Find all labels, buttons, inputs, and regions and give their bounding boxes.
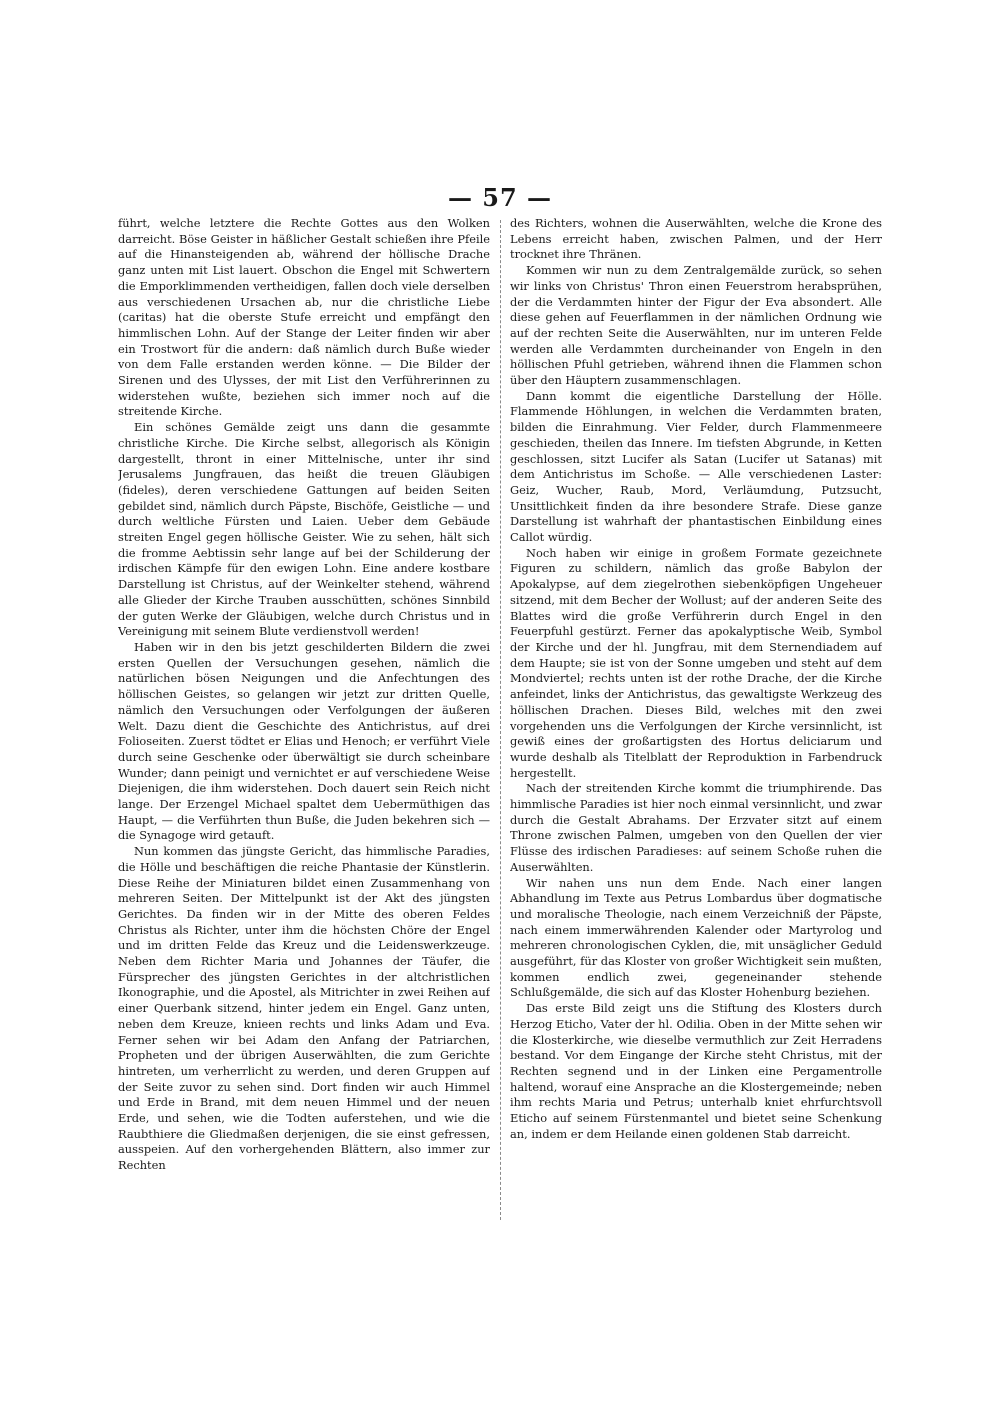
paragraph: Dann kommt die eigentliche Darstellung der Hölle. Flammende Höhlungen, in welchen die Verdammten braten, bilden die Einrahmung. Vier Felder, durch Flammenmeere geschieden, theilen das Innere. Im tiefsten Abgrunde, in Ketten geschlossen, sitzt Lucifer als Satan (Lucifer ut Satanas) mit dem Antichristus im Schoße. — Alle verschiedenen Laster: Geiz, Wucher, Raub, Mord, Verläumdung, Putzsucht, Unsittlichkeit finden da ihre besondere Strafe. Diese ganze Darstellung ist wahrhaft der phantastischen Einbildung eines Callot würdig. [510,388,882,545]
paragraph: Haben wir in den bis jetzt geschilderten Bildern die zwei ersten Quellen der Versuchungen gesehen, nämlich die natürlichen bösen Neigungen und die Anfechtungen des höllischen Geistes, so gelangen wir jetzt zur dritten Quelle, nämlich den Versuchungen oder Verfolgungen der äußeren Welt. Dazu dient die Geschichte des Antichristus, auf drei Folioseiten. Zuerst tödtet er Elias und Henoch; er verführt Viele durch seine Geschenke oder überwältigt sie durch scheinbare Wunder; dann peinigt und vernichtet er auf verschiedene Weise Diejenigen, die ihm widerstehen. Doch dauert sein Reich nicht lange. Der Erzengel Michael spaltet dem Uebermüthigen das Haupt, — die Verführten thun Buße, die Juden bekehren sich — die Synagoge wird getauft. [118,639,490,843]
column-divider [500,220,501,1220]
paragraph: Noch haben wir einige in großem Formate gezeichnete Figuren zu schildern, nämlich das große Babylon der Apokalypse, auf dem ziegelrothen siebenköpfigen Ungeheuer sitzend, mit dem Becher der Wollust; auf der anderen Seite des Blattes wird die große Verführerin durch Engel in den Feuerpfuhl gestürzt. Ferner das apokalyptische Weib, Symbol der Kirche und der hl. Jungfrau, mit dem Sternendiadem auf dem Haupte; sie ist von der Sonne umgeben und steht auf dem Mondviertel; rechts unten ist der rothe Drache, der die Kirche anfeindet, links der Antichristus, das gewaltigste Werkzeug des höllischen Drachen. Dieses Bild, welches mit den zwei vorgehenden uns die Verfolgungen der Kirche versinnlicht, ist gewiß eines der großartigsten des Hortus deliciarum und wurde deshalb als Titelblatt der Reproduktion in Farbendruck hergestellt. [510,545,882,780]
paragraph: des Richters, wohnen die Auserwählten, welche die Krone des Lebens erreicht haben, zwischen Palmen, und der Herr trocknet ihre Thränen. [510,216,882,262]
paragraph: Nach der streitenden Kirche kommt die triumphirende. Das himmlische Paradies ist hier noch einmal versinnlicht, und zwar durch die Gestalt Abrahams. Der Erzvater sitzt auf einem Throne zwischen Palmen, umgeben von den Quellen der vier Flüsse des irdischen Paradieses: auf seinem Schoße ruhen die Auserwählten. [510,781,882,874]
page-number: — 57 — [447,183,553,212]
paragraph: Nun kommen das jüngste Gericht, das himmlische Paradies, die Hölle und beschäftigen die reiche Phantasie der Künstlerin. Diese Reihe der Miniaturen bildet einen Zusammenhang von mehreren Seiten. Der Mittelpunkt ist der Akt des jüngsten Gerichtes. Da finden wir in der Mitte des oberen Feldes Christus als Richter, unter ihm die höchsten Chöre der Engel und im dritten Felde das Kreuz und die Leidenswerkzeuge. Neben dem Richter Maria und Johannes der Täufer, die Fürsprecher des jüngsten Gerichtes in der altchristlichen Ikonographie, und die Apostel, als Mitrichter in zwei Reihen auf einer Querbank sitzend, hinter jedem ein Engel. Ganz unten, neben dem Kreuze, knieen rechts und links Adam und Eva. Ferner sehen wir bei Adam den Anfang der Patriarchen, Propheten und der übrigen Auserwählten, die zum Gerichte hintreten, um verherrlicht zu werden, und deren Gruppen auf der Seite zuvor zu sehen sind. Dort finden wir auch Himmel und Erde in Brand, mit dem neuen Himmel und der neuen Erde, und sehen, wie die Todten auferstehen, und wie die Raubthiere die Gliedmaßen derjenigen, die sie einst gefressen, ausspeien. Auf den vorhergehenden Blättern, also immer zur Rechten [118,844,490,1173]
paragraph: Wir nahen uns nun dem Ende. Nach einer langen Abhandlung im Texte aus Petrus Lombardus über dogmatische und moralische Theologie, nach einem Verzeichniß der Päpste, nach einem immerwährenden Kalender oder Martyrolog und mehreren chronologischen Cyklen, die, mit unsäglicher Geduld ausgeführt, für das Kloster von großer Wichtigkeit sein mußten, kommen endlich zwei, gegeneinander stehende Schlußgemälde, die sich auf das Kloster Hohenburg beziehen. [510,875,882,1000]
paragraph: Kommen wir nun zu dem Zentralgemälde zurück, so sehen wir links von Christus' Thron einen Feuerstrom herabsprühen, der die Verdammten hinter der Figur der Eva absondert. Alle diese gehen auf Feuerflammen in der nämlichen Ordnung wie auf der rechten Seite die Auserwählten, nur im unteren Felde werden alle Verdammten durcheinander von Engeln in den höllischen Pfuhl getrieben, während ihnen die Flammen schon über den Häuptern zusammenschlagen. [510,263,882,388]
left-text-column [118,216,490,1226]
paragraph: Ein schönes Gemälde zeigt uns dann die gesammte christliche Kirche. Die Kirche selbst, allegorisch als Königin dargestellt, thront in einer Mittelnische, unter ihr sind Jerusalems Jungfrauen, das heißt die treuen Gläubigen (fideles), deren verschiedene Gattungen auf beiden Seiten gebildet sind, nämlich durch Päpste, Bischöfe, Geistliche — und durch weltliche Fürsten und Laien. Ueber dem Gebäude streiten Engel gegen höllische Geister. Wie zu sehen, hält sich die fromme Aebtissin sehr lange auf bei der Schilderung der irdischen Kämpfe für den ewigen Lohn. Eine andere kostbare Darstellung ist Christus, auf der Weinkelter stehend, während alle Glieder der Kirche Trauben ausschütten, schönes Sinnbild der guten Werke der Gläubigen, welche durch Christus und in Vereinigung mit seinem Blute verdienstvoll werden! [118,420,490,639]
paragraph: führt, welche letztere die Rechte Gottes aus den Wolken darreicht. Böse Geister in häßlicher Gestalt schießen ihre Pfeile auf die Hinansteigenden ab, während der höllische Drache ganz unten mit List lauert. Obschon die Engel mit Schwertern die Emporklimmenden vertheidigen, fallen doch viele derselben aus verschiedenen Ursachen ab, nur die christliche Liebe (caritas) hat die oberste Stufe erreicht und empfängt den himmlischen Lohn. Auf der Stange der Leiter finden wir aber ein Trostwort für die andern: daß nämlich durch Buße wieder von dem Falle erstanden werden könne. — Die Bilder der Sirenen und des Ulysses, der mit List den Verführerinnen zu widerstehen wußte, beziehen sich immer noch auf die streitende Kirche. [118,216,490,419]
right-text-column [510,216,882,1226]
paragraph: Das erste Bild zeigt uns die Stiftung des Klosters durch Herzog Eticho, Vater der hl. Odilia. Oben in der Mitte sehen wir die Klosterkirche, wie dieselbe vermuthlich zur Zeit Herradens bestand. Vor dem Eingange der Kirche steht Christus, mit der Rechten segnend und in der Linken eine Pergamentrolle haltend, worauf eine Ansprache an die Klostergemeinde; neben ihm rechts Maria und Petrus; unterhalb kniet ehrfurchtsvoll Eticho auf seinem Fürstenmantel und bietet seine Schenkung an, indem er dem Heilande einen goldenen Stab darreicht. [510,1001,882,1141]
